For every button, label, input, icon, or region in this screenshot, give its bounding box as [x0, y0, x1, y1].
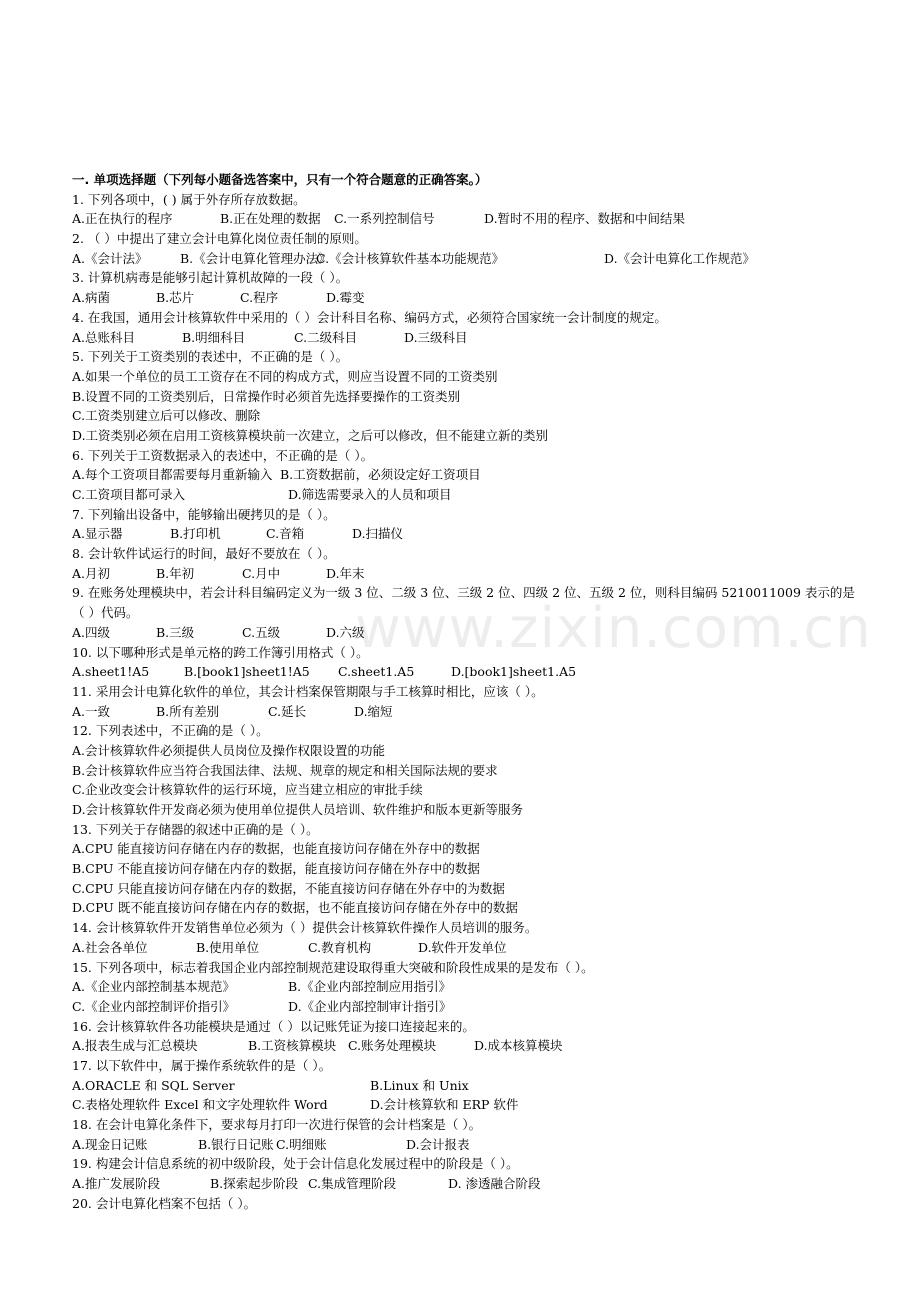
question-10: 10. 以下哪种形式是单元格的跨工作簿引用格式（ ）。 [72, 644, 369, 660]
answer-option: C.一系列控制信号 [334, 211, 435, 227]
answer-option: A.显示器 [72, 526, 123, 542]
option-row [72, 1135, 862, 1155]
option-row [72, 741, 862, 761]
question-2: 2. （ ）中提出了建立会计电算化岗位责任制的原则。 [72, 231, 367, 247]
option-row [72, 780, 862, 800]
question-9: 9. 在账务处理模块中，若会计科目编码定义为一级 3 位、二级 3 位、三级 2 位、四级 2 位、五级 2 位，则科目编码 5210011009 表示的是（ ）代码。 [72, 585, 855, 621]
question-17: 17. 以下软件中，属于操作系统软件的是（ ）。 [72, 1057, 332, 1073]
answer-option: A.每个工资项目都需要每月重新输入 [72, 467, 273, 483]
answer-option: A.总账科目 [72, 329, 136, 345]
option-row [72, 387, 862, 407]
answer-option: D.暂时不用的程序、数据和中间结果 [484, 211, 686, 227]
answer-option: A.现金日记账 [72, 1136, 148, 1152]
answer-option: B.打印机 [170, 526, 221, 542]
answer-option: A.《企业内部控制基本规范》 [72, 979, 236, 995]
answer-option: C.工资项目都可录入 [72, 487, 186, 502]
answer-option: A.正在执行的程序 [72, 211, 173, 227]
answer-option: B.工资核算模块 [248, 1038, 337, 1054]
question-14: 14. 会计核算软件开发销售单位必须为（ ）提供会计核算软件操作人员培训的服务。 [72, 920, 538, 936]
option-row [72, 426, 862, 446]
option-row [72, 524, 862, 544]
answer-option: C.CPU 只能直接访问存储在内存的数据，不能直接访问存储在外存中的为数据 [72, 880, 505, 896]
option-row [72, 898, 862, 918]
option-row [72, 1174, 862, 1194]
question-19: 19. 构建会计信息系统的初中级阶段，处于会计信息化发展过程中的阶段是（ ）。 [72, 1156, 519, 1172]
answer-option: C.音箱 [266, 526, 305, 542]
question-15: 15. 下列各项中，标志着我国企业内部控制规范建设取得重大突破和阶段性成果的是发布（ ）。 [72, 959, 594, 975]
question-7: 7. 下列输出设备中，能够输出硬拷贝的是（ ）。 [72, 506, 336, 522]
answer-option: B.《会计电算化管理办法》 [180, 250, 331, 266]
answer-option: D.会计报表 [406, 1136, 470, 1152]
answer-option: B.所有差别 [156, 703, 220, 719]
answer-option: C.二级科目 [294, 329, 358, 345]
answer-option: B.芯片 [156, 290, 195, 306]
question-3: 3. 计算机病毒是能够引起计算机故障的一段（ ）。 [72, 270, 349, 286]
question-6: 6. 下列关于工资数据录入的表述中，不正确的是（ ）。 [72, 447, 374, 463]
question-13: 13. 下列关于存储器的叙述中正确的是（ ）。 [72, 821, 319, 837]
option-row [72, 997, 862, 1017]
answer-option: A.如果一个单位的员工工资存在不同的构成方式，则应当设置不同的工资类别 [72, 368, 498, 384]
answer-option: C.教育机构 [308, 939, 372, 955]
answer-option: C.延长 [268, 703, 307, 719]
option-row [72, 702, 862, 722]
option-row [72, 1076, 862, 1096]
answer-option: A.CPU 能直接访问存储在内存的数据，也能直接访问存储在外存中的数据 [72, 841, 480, 857]
question-5: 5. 下列关于工资类别的表述中，不正确的是（ ）。 [72, 349, 349, 365]
answer-option: B.Linux 和 Unix [370, 1077, 469, 1093]
answer-option: D.缩短 [354, 703, 393, 719]
answer-option: D. 渗透融合阶段 [448, 1176, 541, 1192]
answer-option: B.明细科目 [182, 329, 246, 345]
option-row [72, 859, 862, 879]
answer-option: B.[book1]sheet1!A5 [184, 664, 310, 680]
question-11: 11. 采用会计电算化软件的单位，其会计档案保管期限与手工核算时相比，应该（ ）。 [72, 683, 544, 699]
answer-option: D.成本核算模块 [474, 1038, 563, 1054]
answer-option: A.四级 [72, 624, 111, 640]
answer-option: D.《会计电算化工作规范》 [604, 250, 756, 266]
answer-option: D.扫描仪 [352, 526, 404, 542]
answer-option: C.sheet1.A5 [338, 664, 415, 680]
option-row [72, 977, 862, 997]
answer-option: A.社会各单位 [72, 939, 148, 955]
answer-option: C.账务处理模块 [348, 1038, 437, 1054]
question-8: 8. 会计软件试运行的时间，最好不要放在（ ）。 [72, 546, 336, 562]
answer-option: D.会计核算软和 ERP 软件 [370, 1097, 519, 1113]
answer-option: A.病菌 [72, 290, 111, 306]
option-row [72, 249, 862, 269]
answer-option: C.明细账 [276, 1136, 327, 1152]
option-row [72, 938, 862, 958]
answer-option: A.《会计法》 [72, 250, 148, 266]
exam-document [72, 170, 862, 1213]
answer-option: C.企业改变会计核算软件的运行环境，应当建立相应的审批手续 [72, 782, 423, 798]
answer-option: D.筛选需要录入的人员和项目 [288, 487, 452, 502]
answer-option: A.推广发展阶段 [72, 1176, 161, 1192]
answer-option: C.工资类别建立后可以修改、删除 [72, 408, 261, 424]
answer-option: D.三级科目 [404, 329, 468, 345]
option-row [72, 662, 862, 682]
answer-option: C.《会计核算软件基本功能规范》 [316, 250, 505, 266]
option-row [72, 367, 862, 387]
option-row [72, 1036, 862, 1056]
answer-option: C.集成管理阶段 [308, 1176, 397, 1192]
option-row [72, 1095, 862, 1115]
answer-option: A.sheet1!A5 [72, 664, 150, 680]
question-1: 1. 下列各项中，( ) 属于外存所存放数据。 [72, 191, 306, 207]
answer-option: C.程序 [240, 290, 279, 306]
option-row [72, 328, 862, 348]
answer-option: B.工资数据前，必须设定好工资项目 [280, 467, 481, 483]
option-row [72, 465, 862, 485]
option-row [72, 485, 862, 505]
answer-option: D.年末 [326, 565, 365, 581]
question-12: 12. 下列表述中，不正确的是（ ）。 [72, 723, 269, 739]
answer-option: D.会计核算软件开发商必须为使用单位提供人员培训、软件维护和版本更新等服务 [72, 802, 524, 818]
answer-option: D.六级 [326, 624, 365, 640]
answer-option: D.软件开发单位 [418, 939, 507, 955]
option-row [72, 209, 862, 229]
answer-option: B.正在处理的数据 [220, 211, 321, 227]
section-title: 一. 单项选择题（下列每小题备选答案中，只有一个符合题意的正确答案。） [72, 172, 488, 187]
option-row [72, 879, 862, 899]
option-row [72, 564, 862, 584]
answer-option: B.银行日记账 [198, 1136, 274, 1152]
option-row [72, 761, 862, 781]
question-16: 16. 会计核算软件各功能模块是通过（ ）以记账凭证为接口连接起来的。 [72, 1018, 475, 1034]
option-row [72, 800, 862, 820]
option-row [72, 839, 862, 859]
answer-option: D.《企业内部控制审计指引》 [288, 998, 452, 1014]
answer-option: A.ORACLE 和 SQL Server [72, 1077, 235, 1093]
answer-option: C.五级 [242, 624, 281, 640]
answer-option: B.使用单位 [196, 939, 260, 955]
answer-option: C.表格处理软件 Excel 和文字处理软件 Word [72, 1097, 328, 1113]
answer-option: B.探索起步阶段 [210, 1176, 299, 1192]
answer-option: B.三级 [156, 624, 195, 640]
option-row [72, 406, 862, 426]
answer-option: D.CPU 既不能直接访问存储在内存的数据，也不能直接访问存储在外存中的数据 [72, 900, 518, 916]
answer-option: A.报表生成与汇总模块 [72, 1038, 198, 1054]
answer-option: A.一致 [72, 703, 111, 719]
watermark: www.zixin.com.cn [355, 596, 872, 661]
answer-option: C.《企业内部控制评价指引》 [72, 998, 236, 1014]
answer-option: B.年初 [156, 565, 195, 581]
answer-option: B.《企业内部控制应用指引》 [288, 979, 452, 995]
answer-option: B.会计核算软件应当符合我国法律、法规、规章的规定和相关国际法规的要求 [72, 762, 498, 778]
question-20: 20. 会计电算化档案不包括（ ）。 [72, 1195, 257, 1211]
answer-option: D.[book1]sheet1.A5 [451, 664, 577, 680]
option-row [72, 623, 862, 643]
answer-option: B.设置不同的工资类别后，日常操作时必须首先选择要操作的工资类别 [72, 388, 461, 404]
answer-option: C.月中 [242, 565, 281, 581]
option-row [72, 288, 862, 308]
answer-option: B.CPU 不能直接访问存储在内存的数据，能直接访问存储在外存中的数据 [72, 861, 480, 877]
answer-option: D.霉变 [326, 290, 365, 306]
question-4: 4. 在我国，通用会计核算软件中采用的（ ）会计科目名称、编码方式，必须符合国家统一会计制度的规定。 [72, 309, 667, 325]
question-18: 18. 在会计电算化条件下，要求每月打印一次进行保管的会计档案是（ ）。 [72, 1117, 482, 1133]
answer-option: A.月初 [72, 565, 111, 581]
answer-option: D.工资类别必须在启用工资核算模块前一次建立，之后可以修改，但不能建立新的类别 [72, 427, 549, 443]
answer-option: A.会计核算软件必须提供人员岗位及操作权限设置的功能 [72, 742, 386, 758]
